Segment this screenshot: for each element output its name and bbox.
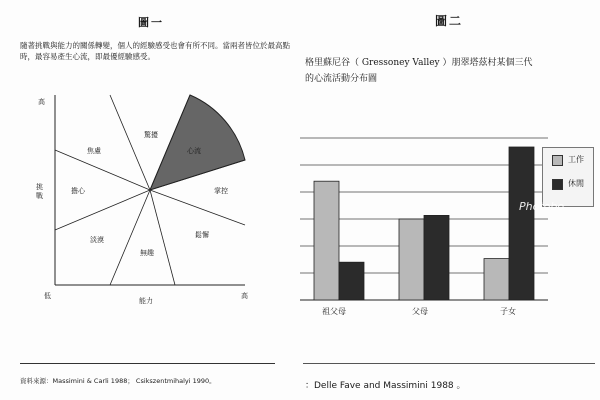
x-axis-label: 能力 xyxy=(139,297,153,305)
figure-2-source: ：Delle Fave and Massimini 1988 。 xyxy=(305,381,466,391)
figure-1-title: 圖一 xyxy=(138,16,164,29)
figure-2-title: 圖二 xyxy=(435,14,464,28)
figure-1-source: 資料來源：Massimini & Carli 1988； Csikszentmihalyi 1990。 xyxy=(20,377,216,385)
figure-2-source-divider xyxy=(303,363,595,364)
legend-swatch-leisure xyxy=(552,179,563,190)
bar-leisure-0 xyxy=(339,262,364,300)
photo-watermark: Photobo xyxy=(519,200,565,213)
x-axis-high-label: 高 xyxy=(241,292,248,300)
source-divider xyxy=(20,363,275,364)
region-anxiety: 焦慮 xyxy=(87,147,101,155)
category-parents: 父母 xyxy=(412,307,428,316)
flow-sector-shaded xyxy=(150,95,245,190)
origin-low-label: 低 xyxy=(44,292,51,300)
figure-1-intro: 隨著挑戰與能力的關係轉變，個人的經驗感受也會有所不同。當兩者皆位於最高點時，最容易產生心流，即最優經驗感受。 xyxy=(20,41,290,61)
region-boredom: 無趣 xyxy=(140,249,154,257)
bar-work-0 xyxy=(314,181,339,300)
caption-line-2: 的心流活動分布圖 xyxy=(305,74,378,84)
bar-work-2 xyxy=(484,259,509,300)
region-flow: 心流 xyxy=(187,147,201,155)
bar-work-1 xyxy=(399,219,424,300)
category-children: 子女 xyxy=(500,307,516,316)
caption-line-1: 格里蘇尼谷（ Gressoney Valley ）朋翠塔茲村某個三代 xyxy=(305,58,533,68)
region-worry: 擔心 xyxy=(71,187,85,195)
legend-swatch-work xyxy=(552,155,563,166)
category-grandparents: 祖父母 xyxy=(322,307,346,316)
y-axis-label: 挑戰 xyxy=(36,183,43,200)
legend-label-leisure: 休閒 xyxy=(568,179,584,188)
region-control: 掌控 xyxy=(214,187,228,195)
region-apathy: 淡漠 xyxy=(90,236,104,244)
figure-2-caption xyxy=(305,55,595,87)
region-relaxation: 鬆懈 xyxy=(195,231,209,239)
bar-leisure-2 xyxy=(509,147,534,300)
bar-leisure-1 xyxy=(424,215,449,300)
region-arousal: 驚擾 xyxy=(144,131,158,139)
y-axis-high-label: 高 xyxy=(38,98,45,106)
legend-label-work: 工作 xyxy=(568,155,584,164)
